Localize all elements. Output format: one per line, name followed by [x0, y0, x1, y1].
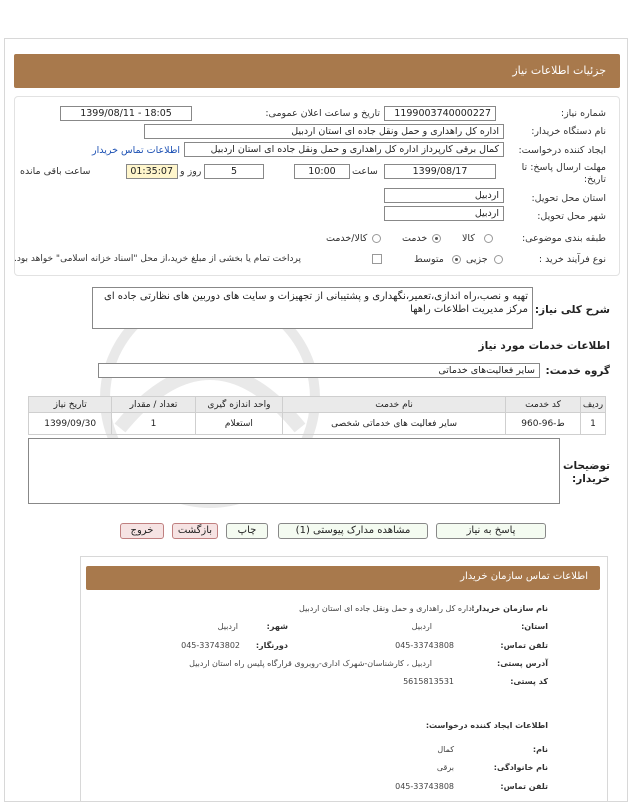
reply-button[interactable]: پاسخ به نیاز	[436, 523, 546, 539]
province-label: استان محل تحویل:	[531, 193, 606, 204]
announce-label: تاریخ و ساعت اعلان عمومی:	[265, 108, 380, 119]
service-group-label: گروه خدمت:	[545, 365, 610, 377]
creator-family-label: نام خانوادگی:	[493, 763, 548, 772]
creator-label: ایجاد کننده درخواست:	[518, 145, 606, 156]
contact-province-label: استان:	[521, 622, 548, 631]
cell-row-number: 1	[581, 413, 606, 435]
col-quantity: تعداد / مقدار	[112, 397, 195, 413]
days-field: 5	[204, 164, 264, 179]
buyer-notes-label: توضیحات خریدار:	[562, 460, 610, 485]
contact-org-label: نام سازمان خریدار:	[471, 604, 548, 613]
process-radio-minor[interactable]	[494, 255, 503, 264]
contact-city-label: شهر:	[266, 622, 288, 631]
creator-family-value: برقی	[436, 763, 454, 772]
details-header-bar	[14, 54, 620, 88]
contact-header-bar	[86, 566, 600, 590]
creator-phone-label: تلفن تماس:	[500, 782, 548, 791]
creator-name-label: نام:	[532, 745, 548, 754]
category-radio-goods[interactable]	[484, 234, 493, 243]
col-service-code: کد خدمت	[506, 397, 581, 413]
treasury-payment-checkbox[interactable]	[372, 254, 382, 264]
buyer-notes-box	[28, 438, 560, 504]
services-table	[28, 396, 606, 435]
deadline-time-field: 10:00	[294, 164, 350, 179]
treasury-payment-note: پرداخت تمام یا بخشی از مبلغ خرید،از محل "اسناد خزانه اسلامی" خواهد بود.	[14, 254, 302, 264]
cell-unit: استعلام	[195, 413, 282, 435]
deadline-time-label: ساعت	[352, 166, 378, 177]
cell-quantity: 1	[112, 413, 195, 435]
city-label: شهر محل تحویل:	[537, 211, 606, 222]
category-radio-service[interactable]	[432, 234, 441, 243]
deadline-date-field: 1399/08/17	[384, 164, 496, 179]
details-header-title: جزئیات اطلاعات نیاز	[512, 64, 606, 77]
category-service-label: خدمت	[402, 233, 428, 244]
contact-postal-label: کد پستی:	[510, 677, 548, 686]
contact-postal-value: 5615813531	[403, 677, 454, 686]
services-table-header	[29, 397, 606, 413]
creator-name-value: کمال	[437, 745, 454, 754]
col-row-number: ردیف	[581, 397, 606, 413]
col-unit: واحد اندازه گیری	[195, 397, 282, 413]
category-radio-goods-service[interactable]	[372, 234, 381, 243]
description-label: شرح کلی نیاز:	[534, 304, 610, 316]
announce-field: 1399/08/11 - 18:05	[60, 106, 192, 121]
need-number-field: 1199003740000227	[384, 106, 496, 121]
contact-address-label: آدرس پستی:	[497, 659, 548, 668]
contact-org-value: اداره کل راهداری و حمل ونقل جاده ای استان اردبیل	[299, 604, 474, 613]
need-details-form	[14, 96, 620, 276]
buyer-field: اداره کل راهداری و حمل ونقل جاده ای استان اردبیل	[144, 124, 504, 139]
category-goods-service-label: کالا/خدمت	[326, 233, 368, 244]
category-goods-label: کالا	[462, 233, 475, 244]
process-minor-label: جزیی	[466, 254, 488, 265]
contact-header-title: اطلاعات تماس سازمان خریدار	[460, 571, 588, 582]
process-medium-label: متوسط	[414, 254, 444, 265]
table-row	[29, 413, 606, 435]
col-need-date: تاریخ نیاز	[29, 397, 112, 413]
creator-field: کمال برقی کارپرداز اداره کل راهداری و حمل ونقل جاده ای استان اردبیل	[184, 142, 504, 157]
category-label: طبقه بندی موضوعی:	[521, 233, 606, 244]
contact-address-value: اردبیل ، کارشناسان-شهرک اداری-روبروی قرارگاه پلیس راه استان اردبیل	[189, 659, 432, 668]
cell-service-name: سایر فعالیت های خدماتی شخصی	[283, 413, 506, 435]
exit-button[interactable]: خروج	[120, 523, 164, 539]
col-service-name: نام خدمت	[283, 397, 506, 413]
back-button[interactable]: بازگشت	[172, 523, 218, 539]
remaining-time-field: 01:35:07	[126, 164, 178, 179]
description-box: تهیه و نصب،راه اندازی،تعمیر،نگهداری و پشتیبانی از تجهیزات و سایت های دوربین های نظارتی جاده ای مرکز مدیریت اطلاعات راهها	[92, 287, 533, 329]
contact-province-value: اردبیل	[411, 622, 432, 631]
contact-fax-value: 045-33743802	[181, 641, 240, 650]
service-group-field: سایر فعالیت‌های خدماتی	[98, 363, 540, 378]
print-button[interactable]: چاپ	[226, 523, 268, 539]
deadline-label: مهلت ارسال پاسخ: تا تاریخ:	[521, 162, 606, 185]
province-field: اردبیل	[384, 188, 504, 203]
contact-city-value: اردبیل	[217, 622, 238, 631]
attachments-button[interactable]: مشاهده مدارک پیوستی (1)	[278, 523, 428, 539]
days-label: روز و	[180, 166, 202, 177]
process-radio-medium[interactable]	[452, 255, 461, 264]
contact-fax-label: دورنگار:	[255, 641, 288, 650]
contact-phone-label: تلفن تماس:	[500, 641, 548, 650]
contact-phone-value: 045-33743808	[395, 641, 454, 650]
creator-phone-value: 045-33743808	[395, 782, 454, 791]
services-section-title: اطلاعات خدمات مورد نیاز	[478, 340, 610, 352]
process-label: نوع فرآیند خرید :	[538, 254, 606, 265]
need-number-label: شماره نیاز:	[560, 108, 606, 119]
remaining-label: ساعت باقی مانده	[20, 166, 91, 177]
city-field: اردبیل	[384, 206, 504, 221]
creator-info-title: اطلاعات ایجاد کننده درخواست:	[425, 721, 548, 730]
buyer-contact-link[interactable]: اطلاعات تماس خریدار	[92, 145, 181, 156]
buyer-label: نام دستگاه خریدار:	[531, 126, 606, 137]
cell-service-code: ط-96-960	[506, 413, 581, 435]
cell-need-date: 1399/09/30	[29, 413, 112, 435]
